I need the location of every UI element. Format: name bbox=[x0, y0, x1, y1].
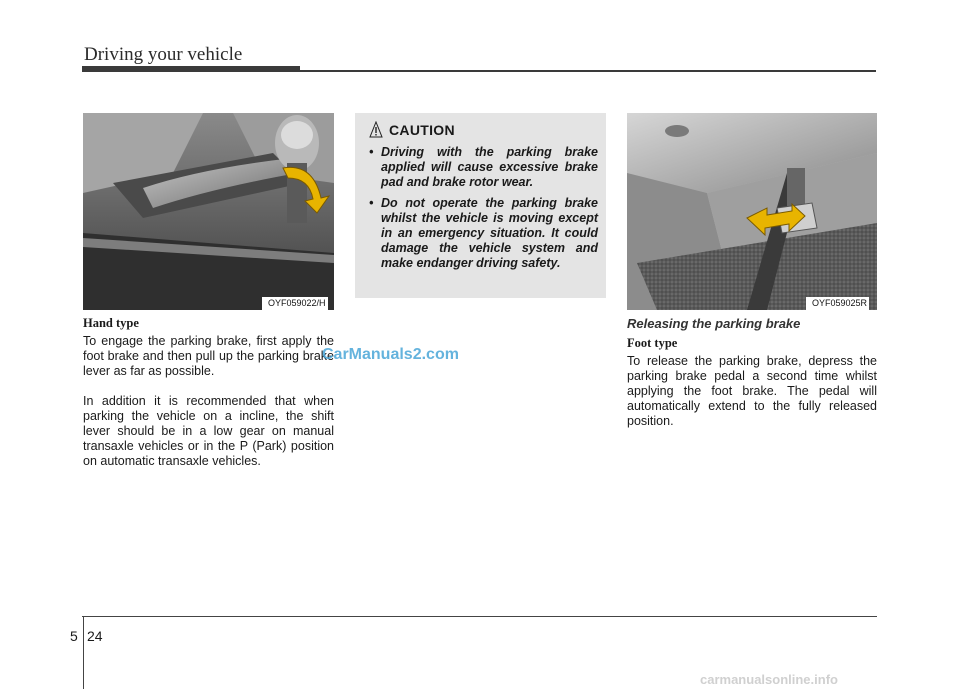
carmanuals-watermark: CarManuals2.com bbox=[322, 346, 459, 363]
page-header-title: Driving your vehicle bbox=[84, 44, 243, 65]
foot-pedal-illustration bbox=[627, 113, 877, 310]
foot-pedal-photo bbox=[627, 113, 877, 310]
right-column bbox=[627, 316, 877, 444]
footer-rule bbox=[82, 616, 877, 617]
hand-type-paragraph-1: To engage the parking brake, first apply the foot brake and then pull up the parking brake lever as far as possible. bbox=[83, 334, 334, 378]
caution-box bbox=[355, 113, 606, 298]
hand-type-heading: Hand type bbox=[83, 316, 139, 330]
caution-header bbox=[369, 121, 598, 139]
hand-brake-photo-caption: OYF059022/H bbox=[262, 297, 328, 310]
foot-type-paragraph: To release the parking brake, depress the parking brake pedal a second time whilst applying the foot brake. The pedal will automatically extend to the fully released position. bbox=[627, 354, 877, 428]
page-number: 24 bbox=[87, 628, 103, 644]
foot-pedal-photo-caption: OYF059025R bbox=[806, 297, 869, 310]
hand-type-paragraph-2: In addition it is recommended that when parking the vehicle on a incline, the shift lever should be in a low gear on manual transaxle vehicles or in the P (Park) position on automatic transaxle vehicles. bbox=[83, 394, 334, 468]
caution-item-text: Do not operate the parking brake whilst the vehicle is moving except in an emergency situation. It could damage the vehicle system and make endanger driving safety. bbox=[381, 196, 598, 270]
site-watermark: carmanualsonline.info bbox=[700, 672, 838, 687]
caution-item bbox=[369, 196, 598, 271]
caution-title: CAUTION bbox=[389, 122, 455, 138]
foot-type-heading: Foot type bbox=[627, 336, 678, 350]
warning-icon bbox=[369, 121, 383, 139]
header-rule bbox=[300, 70, 876, 72]
hand-brake-illustration bbox=[83, 113, 334, 310]
caution-bullet: • bbox=[369, 145, 374, 159]
left-column bbox=[83, 316, 334, 484]
hand-brake-photo bbox=[83, 113, 334, 310]
releasing-section-heading: Releasing the parking brake bbox=[627, 316, 801, 331]
footer-divider bbox=[83, 616, 84, 689]
section-number: 5 bbox=[70, 628, 78, 644]
caution-bullet: • bbox=[369, 196, 374, 210]
header-bar bbox=[82, 66, 300, 72]
caution-item bbox=[369, 145, 598, 190]
caution-item-text: Driving with the parking brake applied will cause excessive brake pad and brake rotor wear. bbox=[381, 145, 598, 189]
